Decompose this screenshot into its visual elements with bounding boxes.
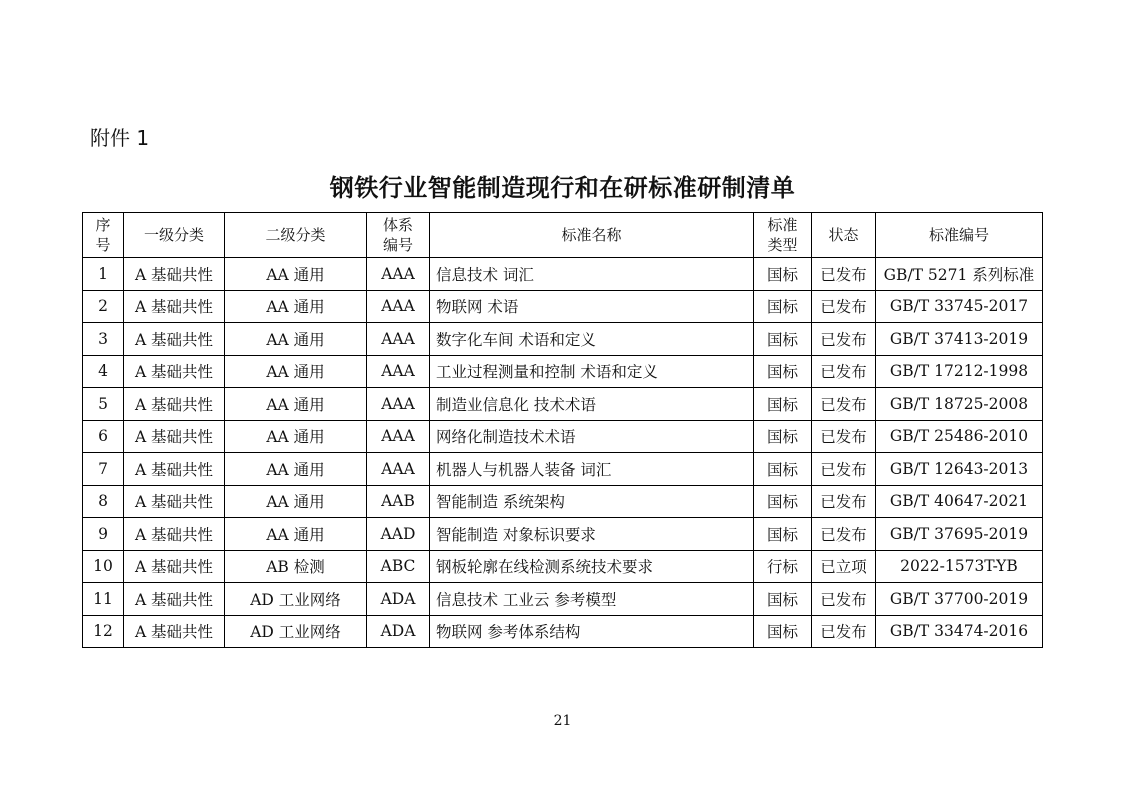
cell-standard-type: 国标	[754, 355, 812, 388]
cell-system-code: AAA	[367, 290, 430, 323]
cell-standard-name: 物联网 术语	[430, 290, 754, 323]
cell-seq: 5	[83, 388, 124, 421]
cell-level2: AA 通用	[225, 420, 367, 453]
cell-standard-type: 国标	[754, 323, 812, 356]
header-level1: 一级分类	[124, 213, 225, 258]
cell-standard-name: 制造业信息化 技术术语	[430, 388, 754, 421]
table-row	[83, 550, 1043, 583]
cell-standard-type: 国标	[754, 388, 812, 421]
cell-level1: A 基础共性	[124, 258, 225, 291]
cell-level1: A 基础共性	[124, 290, 225, 323]
cell-standard-number: GB/T 33745-2017	[876, 290, 1043, 323]
table-row	[83, 453, 1043, 486]
table-row	[83, 388, 1043, 421]
cell-seq: 6	[83, 420, 124, 453]
cell-standard-name: 智能制造 系统架构	[430, 485, 754, 518]
cell-level1: A 基础共性	[124, 615, 225, 648]
table-header-row	[83, 213, 1043, 258]
cell-standard-number: GB/T 37413-2019	[876, 323, 1043, 356]
cell-level2: AD 工业网络	[225, 583, 367, 616]
cell-level2: AD 工业网络	[225, 615, 367, 648]
cell-level2: AA 通用	[225, 485, 367, 518]
cell-standard-type: 国标	[754, 518, 812, 551]
header-standard-type: 标准 类型	[754, 213, 812, 258]
cell-seq: 12	[83, 615, 124, 648]
cell-standard-name: 数字化车间 术语和定义	[430, 323, 754, 356]
cell-seq: 3	[83, 323, 124, 356]
cell-level1: A 基础共性	[124, 323, 225, 356]
cell-status: 已发布	[812, 518, 876, 551]
cell-status: 已发布	[812, 583, 876, 616]
header-seq: 序 号	[83, 213, 124, 258]
table-row	[83, 420, 1043, 453]
cell-system-code: AAA	[367, 258, 430, 291]
cell-standard-type: 国标	[754, 453, 812, 486]
cell-standard-name: 物联网 参考体系结构	[430, 615, 754, 648]
cell-level1: A 基础共性	[124, 453, 225, 486]
cell-status: 已发布	[812, 258, 876, 291]
cell-seq: 10	[83, 550, 124, 583]
cell-level1: A 基础共性	[124, 420, 225, 453]
cell-status: 已发布	[812, 290, 876, 323]
table-row	[83, 485, 1043, 518]
cell-standard-number: GB/T 25486-2010	[876, 420, 1043, 453]
cell-standard-number: 2022-1573T-YB	[876, 550, 1043, 583]
cell-level1: A 基础共性	[124, 355, 225, 388]
cell-level2: AA 通用	[225, 518, 367, 551]
page-number: 21	[553, 713, 572, 729]
cell-system-code: AAA	[367, 420, 430, 453]
cell-standard-type: 国标	[754, 290, 812, 323]
cell-system-code: AAB	[367, 485, 430, 518]
cell-status: 已立项	[812, 550, 876, 583]
cell-standard-number: GB/T 37695-2019	[876, 518, 1043, 551]
cell-standard-type: 国标	[754, 420, 812, 453]
cell-standard-number: GB/T 5271 系列标准	[876, 258, 1043, 291]
cell-system-code: AAA	[367, 453, 430, 486]
cell-system-code: ABC	[367, 550, 430, 583]
cell-status: 已发布	[812, 420, 876, 453]
header-system-code: 体系 编号	[367, 213, 430, 258]
table-row	[83, 518, 1043, 551]
cell-standard-number: GB/T 33474-2016	[876, 615, 1043, 648]
cell-system-code: ADA	[367, 615, 430, 648]
cell-standard-name: 工业过程测量和控制 术语和定义	[430, 355, 754, 388]
cell-system-code: ADA	[367, 583, 430, 616]
cell-level2: AA 通用	[225, 388, 367, 421]
cell-standard-name: 网络化制造技术术语	[430, 420, 754, 453]
table-row	[83, 290, 1043, 323]
standards-table	[82, 212, 1043, 648]
document-title: 钢铁行业智能制造现行和在研标准研制清单	[329, 174, 796, 202]
cell-standard-number: GB/T 12643-2013	[876, 453, 1043, 486]
cell-status: 已发布	[812, 453, 876, 486]
cell-standard-type: 国标	[754, 258, 812, 291]
cell-level1: A 基础共性	[124, 485, 225, 518]
table-row	[83, 258, 1043, 291]
cell-standard-number: GB/T 17212-1998	[876, 355, 1043, 388]
cell-status: 已发布	[812, 323, 876, 356]
cell-standard-name: 机器人与机器人装备 词汇	[430, 453, 754, 486]
cell-seq: 7	[83, 453, 124, 486]
table-row	[83, 583, 1043, 616]
cell-level1: A 基础共性	[124, 550, 225, 583]
table-body	[83, 258, 1043, 648]
cell-standard-name: 智能制造 对象标识要求	[430, 518, 754, 551]
table-row	[83, 323, 1043, 356]
cell-system-code: AAD	[367, 518, 430, 551]
cell-level2: AB 检测	[225, 550, 367, 583]
cell-status: 已发布	[812, 615, 876, 648]
cell-status: 已发布	[812, 388, 876, 421]
table-row	[83, 615, 1043, 648]
cell-level2: AA 通用	[225, 290, 367, 323]
header-status: 状态	[812, 213, 876, 258]
cell-standard-number: GB/T 40647-2021	[876, 485, 1043, 518]
cell-seq: 8	[83, 485, 124, 518]
cell-level2: AA 通用	[225, 453, 367, 486]
cell-standard-type: 国标	[754, 485, 812, 518]
cell-level1: A 基础共性	[124, 583, 225, 616]
cell-seq: 9	[83, 518, 124, 551]
cell-level2: AA 通用	[225, 323, 367, 356]
cell-standard-type: 行标	[754, 550, 812, 583]
cell-standard-name: 信息技术 词汇	[430, 258, 754, 291]
cell-standard-number: GB/T 18725-2008	[876, 388, 1043, 421]
cell-status: 已发布	[812, 485, 876, 518]
cell-standard-type: 国标	[754, 583, 812, 616]
cell-level1: A 基础共性	[124, 388, 225, 421]
cell-system-code: AAA	[367, 323, 430, 356]
attachment-label: 附件 1	[90, 126, 150, 150]
cell-seq: 11	[83, 583, 124, 616]
cell-standard-name: 钢板轮廓在线检测系统技术要求	[430, 550, 754, 583]
header-standard-name: 标准名称	[430, 213, 754, 258]
cell-status: 已发布	[812, 355, 876, 388]
cell-system-code: AAA	[367, 355, 430, 388]
cell-seq: 4	[83, 355, 124, 388]
cell-seq: 1	[83, 258, 124, 291]
cell-standard-type: 国标	[754, 615, 812, 648]
table-row	[83, 355, 1043, 388]
cell-level1: A 基础共性	[124, 518, 225, 551]
cell-standard-number: GB/T 37700-2019	[876, 583, 1043, 616]
header-standard-number: 标准编号	[876, 213, 1043, 258]
cell-system-code: AAA	[367, 388, 430, 421]
cell-standard-name: 信息技术 工业云 参考模型	[430, 583, 754, 616]
header-level2: 二级分类	[225, 213, 367, 258]
cell-level2: AA 通用	[225, 258, 367, 291]
cell-seq: 2	[83, 290, 124, 323]
cell-level2: AA 通用	[225, 355, 367, 388]
